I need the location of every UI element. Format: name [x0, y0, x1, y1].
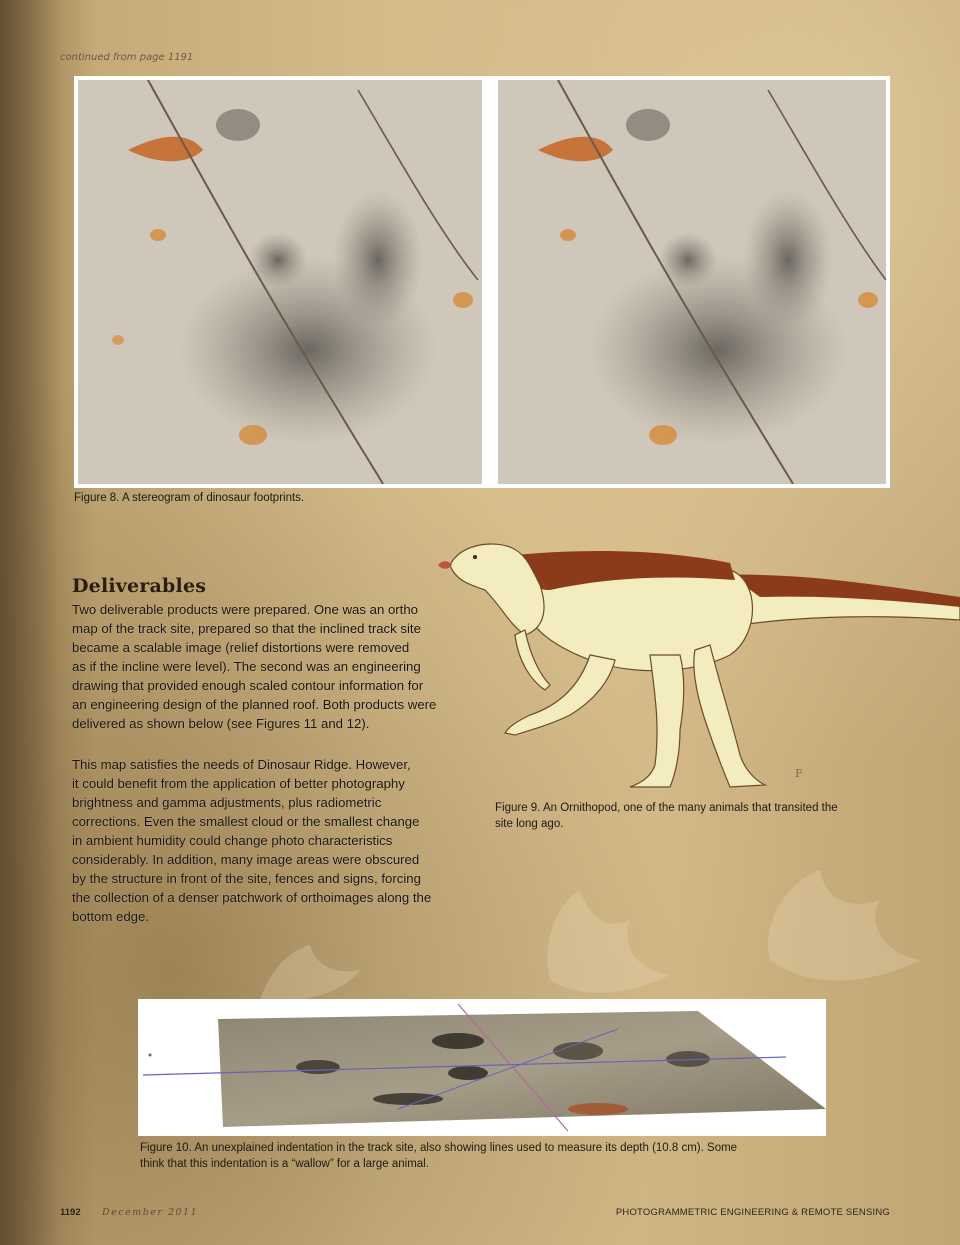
- figure-9-caption-line-1: Figure 9. An Ornithopod, one of the many animals that transited the: [495, 802, 838, 814]
- track-site-3d-surface: [138, 999, 826, 1136]
- figure-10-track-site-model: [138, 999, 826, 1136]
- body-line: bottom edge.: [72, 909, 149, 924]
- body-line: became a scalable image (relief distortions were removed: [72, 640, 410, 655]
- body-line: map of the track site, prepared so that the inclined track site: [72, 621, 421, 636]
- body-line: considerably. In addition, many image areas were obscured: [72, 852, 420, 867]
- figure-10-caption-line-1: Figure 10. An unexplained indentation in the track site, also showing lines used to measure its depth (10.8 cm). Some: [140, 1142, 738, 1154]
- body-line: corrections. Even the smallest cloud or the smallest change: [72, 814, 420, 829]
- figure-9-ornithopod-illustration: [430, 535, 960, 795]
- body-line: an engineering design of the planned roof. Both products were: [72, 697, 437, 712]
- page-edge-shadow: [0, 0, 60, 1245]
- section-heading-deliverables: Deliverables: [72, 575, 207, 597]
- body-line: by the structure in front of the site, fences and signs, forcing: [72, 871, 421, 886]
- figure-10-caption-line-2: think that this indentation is a “wallow” for a large animal.: [140, 1158, 429, 1170]
- figure-8-caption: Figure 8. A stereogram of dinosaur footprints.: [74, 492, 305, 504]
- stereogram-left-image: [78, 80, 482, 484]
- running-head: continued from page 1191: [60, 52, 194, 63]
- issue-date: December 2011: [102, 1207, 199, 1218]
- background-footprint-texture: [520, 860, 940, 1010]
- body-line: in ambient humidity could change photo characteristics: [72, 833, 393, 848]
- figure-9-caption: [495, 800, 895, 832]
- deliverables-paragraph-1: [72, 600, 472, 733]
- figure-10-caption: [140, 1140, 840, 1172]
- deliverables-paragraph-2: [72, 755, 472, 926]
- body-line: it could benefit from the application of better photography: [72, 776, 405, 791]
- page-number: 1192: [60, 1207, 81, 1218]
- figure-8-stereogram: [74, 76, 890, 488]
- body-line: the collection of a denser patchwork of orthoimages along the: [72, 890, 432, 905]
- artist-mark: F: [795, 767, 803, 780]
- body-line: brightness and gamma adjustments, plus radiometric: [72, 795, 382, 810]
- body-line: This map satisfies the needs of Dinosaur Ridge. However,: [72, 757, 411, 772]
- body-line: Two deliverable products were prepared. One was an ortho: [72, 602, 418, 617]
- body-line: delivered as shown below (see Figures 11 and 12).: [72, 716, 370, 731]
- journal-name: PHOTOGRAMMETRIC ENGINEERING & REMOTE SENSING: [615, 1207, 890, 1218]
- stereogram-right-image: [498, 80, 902, 484]
- body-line: as if the incline were level). The second was an engineering: [72, 659, 421, 674]
- figure-9-caption-line-2: site long ago.: [495, 818, 564, 830]
- body-line: drawing that provided enough scaled contour information for: [72, 678, 424, 693]
